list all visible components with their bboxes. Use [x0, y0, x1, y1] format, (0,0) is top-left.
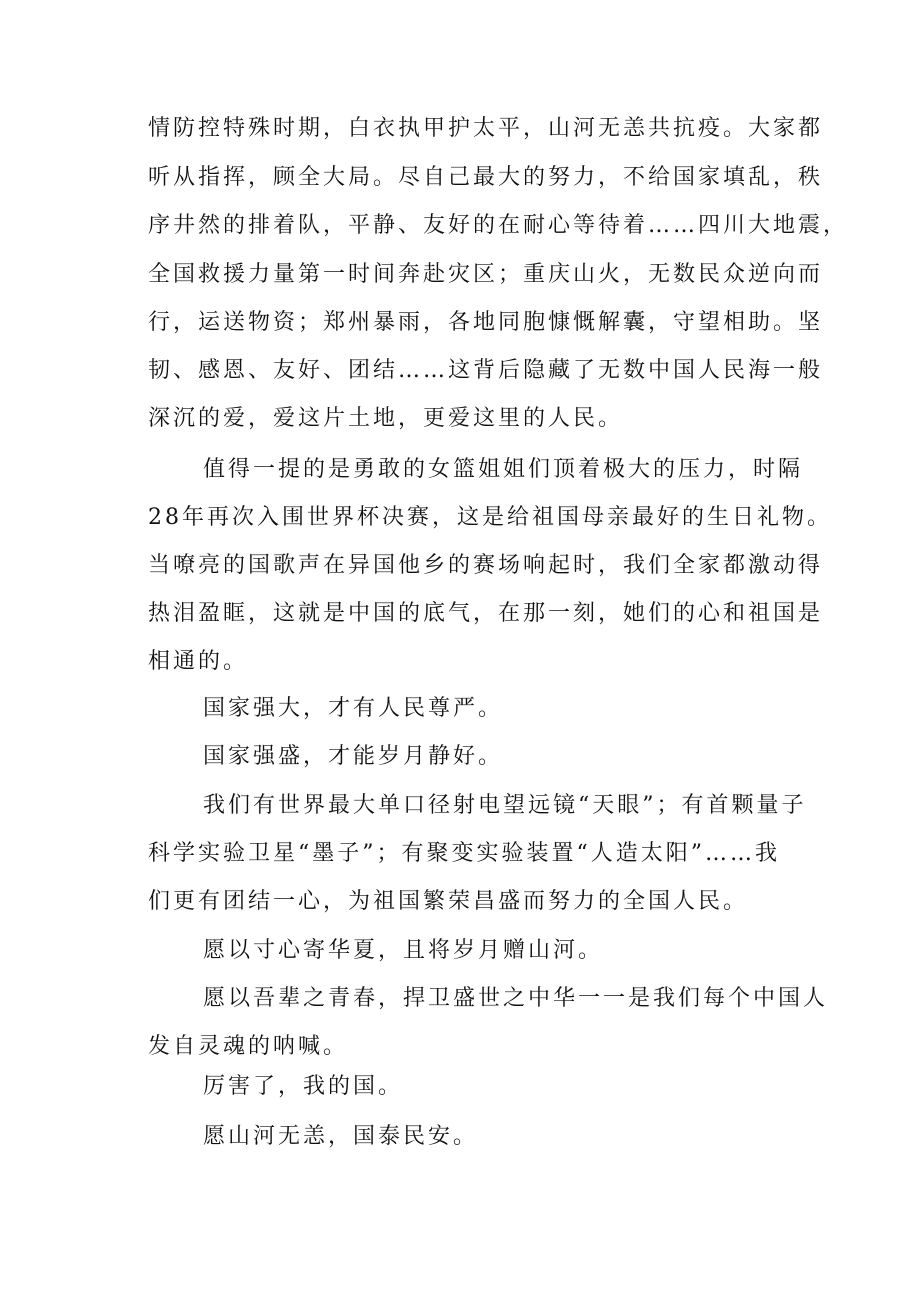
paragraph-line: 国家强大，才有人民尊严。: [203, 696, 504, 721]
paragraph-line: 愿以吾辈之青春，捍卫盛世之中华一一是我们每个中国人: [203, 986, 829, 1011]
paragraph-line: 厉害了，我的国。: [203, 1074, 404, 1099]
paragraph-line: 们更有团结一心，为祖国繁荣昌盛而努力的全国人民。: [148, 889, 749, 914]
paragraph-line: 听从指挥，顾全大局。尽自己最大的努力，不给国家填乱，秩: [148, 165, 824, 190]
paragraph-line: 序井然的排着队，平静、友好的在耐心等待着……四川大地震，: [148, 213, 849, 238]
paragraph-line: 值得一提的是勇敢的女篮姐姐们顶着极大的压力，时隔: [203, 457, 804, 482]
paragraph-line: 我们有世界最大单口径射电望远镜“天眼”；有首颗量子: [203, 793, 807, 818]
paragraph-line: 深沉的爱，爱这片土地，更爱这里的人民。: [148, 406, 624, 431]
paragraph-line: 全国救援力量第一时间奔赴灾区；重庆山火，无数民众逆向而: [148, 262, 824, 287]
paragraph-line: 热泪盈眶，这就是中国的底气，在那一刻，她们的心和祖国是: [148, 601, 824, 626]
paragraph-line: 行，运送物资；郑州暴雨，各地同胞慷慨解囊，守望相助。坚: [148, 310, 824, 335]
paragraph-line: 情防控特殊时期，白衣执甲护太平，山河无恙共抗疫。大家都: [148, 116, 824, 141]
paragraph-line: 国家强盛，才能岁月静好。: [203, 744, 504, 769]
paragraph-line: 发自灵魂的呐喊。: [148, 1034, 349, 1059]
paragraph-line: 愿山河无恙，国泰民安。: [203, 1124, 479, 1149]
paragraph-line: 韧、感恩、友好、团结……这背后隐藏了无数中国人民海一般: [148, 358, 824, 383]
paragraph-line: 科学实验卫星“墨子”；有聚变实验装置“人造太阳”……我: [148, 841, 780, 866]
paragraph-line: 相通的。: [148, 649, 249, 674]
paragraph-line: 当嘹亮的国歌声在异国他乡的赛场响起时，我们全家都激动得: [148, 553, 824, 578]
paragraph-line: 28年再次入围世界杯决赛，这是给祖国母亲最好的生日礼物。: [148, 505, 832, 530]
paragraph-line: 愿以寸心寄华夏，且将岁月赠山河。: [203, 938, 604, 963]
